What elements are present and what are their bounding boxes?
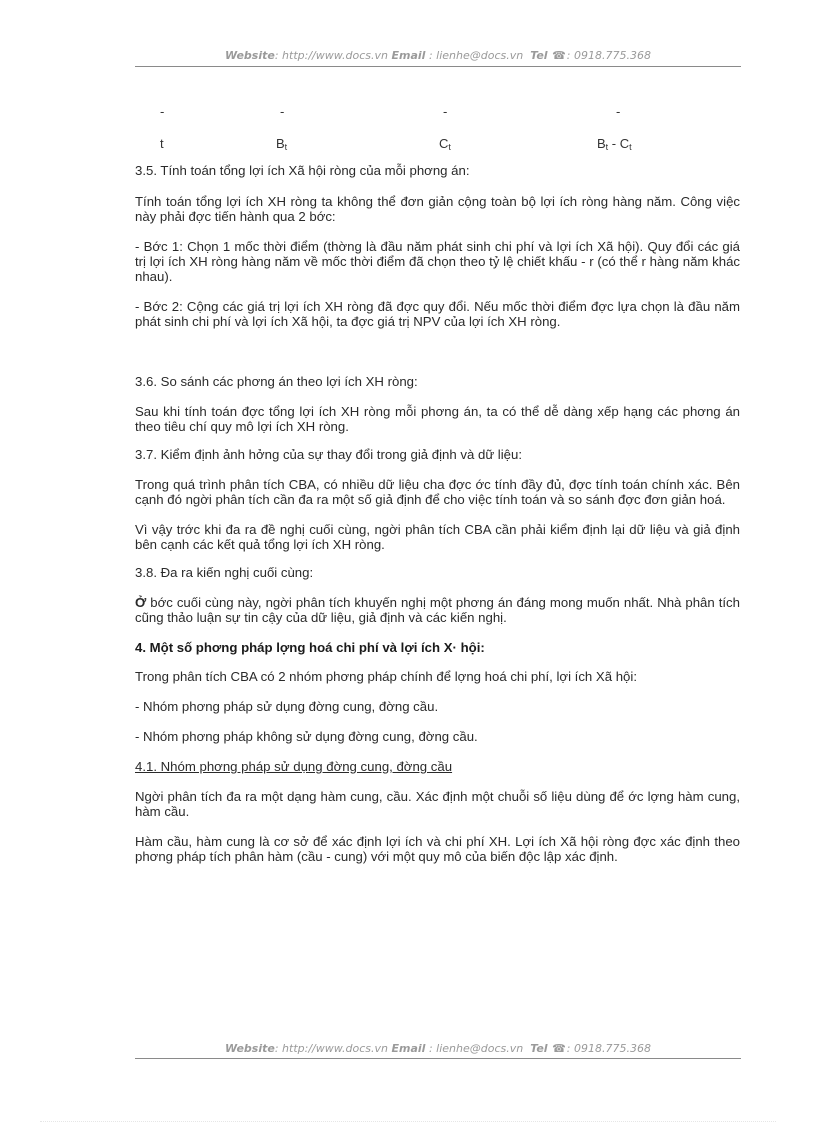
- header-website-url[interactable]: : http://www.docs.vn: [274, 49, 392, 62]
- footer-tel-label: Tel: [530, 1042, 548, 1055]
- footer-tel-number: : 0918.775.368: [566, 1042, 651, 1055]
- table-dash: -: [443, 104, 448, 119]
- header-email-label: Email: [391, 49, 426, 62]
- section-4-1-title: 4.1. Nhóm phơng pháp sử dụng đờng cung, đờng cầu: [135, 759, 453, 774]
- section-3-8-title: 3.8. Đa ra kiến nghị cuối cùng:: [135, 565, 314, 580]
- table-dash: -: [280, 104, 285, 119]
- header-divider: [135, 66, 741, 67]
- section-4-list-item-2: - Nhóm phơng pháp không sử dụng đờng cung, đờng cầu.: [135, 729, 478, 744]
- section-4-1-paragraph-1: Ngời phân tích đa ra một dạng hàm cung, cầu. Xác định một chuỗi số liệu dùng để ớc lợng hàm cung, hàm cầu.: [135, 789, 740, 819]
- table-label-ct: $C_t$: [439, 136, 451, 152]
- section-3-6-paragraph-1: Sau khi tính toán đợc tổng lợi ích XH ròng mỗi phơng án, ta có thể dễ dàng xếp hạng các phơng án theo tiêu chí quy mô lợi ích XH ròng.: [135, 404, 740, 434]
- table-label-row: [0, 136, 816, 152]
- header-tel-number: : 0918.775.368: [566, 49, 651, 62]
- section-3-8-text: bớc cuối cùng này, ngời phân tích khuyến nghị một phơng án đáng mong muốn nhất. Nhà phân tích cũng thảo luận sự tin cậy của dữ liệu, giả định và các kiến nghị.: [135, 595, 740, 625]
- table-dash: -: [160, 104, 165, 119]
- phone-icon: ☎: [552, 1042, 566, 1055]
- header-website-label: Website: [225, 49, 275, 62]
- section-4-heading: 4. Một số phơng pháp lợng hoá chi phí và lợi ích X· hội:: [135, 640, 485, 655]
- section-3-5-paragraph-3: - Bớc 2: Cộng các giá trị lợi ích XH ròng đã đợc quy đổi. Nếu mốc thời điểm đợc lựa chọn là đầu năm phát sinh chi phí và lợi ích Xã hội, ta đợc giá trị NPV của lợi ích XH ròng.: [135, 299, 740, 329]
- section-3-7-paragraph-2: Vì vậy trớc khi đa ra đề nghị cuối cùng, ngời phân tích CBA cần phải kiểm định lại dữ liệu và giả định bên cạnh các kết quả tổng lợi ích XH ròng.: [135, 522, 740, 552]
- section-3-8-lead-letter: Ở: [135, 595, 147, 610]
- section-3-5-paragraph-2: - Bớc 1: Chọn 1 mốc thời điểm (thờng là đầu năm phát sinh chi phí và lợi ích Xã hội). Quy đổi các giá trị lợi ích XH ròng hàng năm về mốc thời điểm đã chọn theo tỷ lệ chiết khấu - r (có thể r hàng năm khác nhau).: [135, 239, 740, 284]
- page-footer: [135, 1042, 741, 1055]
- table-label-t: t: [160, 136, 164, 151]
- table-label-bt: $B_t$: [276, 136, 288, 152]
- section-4-1-paragraph-2: Hàm cầu, hàm cung là cơ sở để xác định lợi ích và chi phí XH. Lợi ích Xã hội ròng đợc xác định theo phơng pháp tích phân hàm (cầu - cung) với một quy mô của biến độc lập xác định.: [135, 834, 740, 864]
- header-tel-label: Tel: [530, 49, 548, 62]
- footer-website-url[interactable]: : http://www.docs.vn: [274, 1042, 392, 1055]
- section-3-7-paragraph-1: Trong quá trình phân tích CBA, có nhiều dữ liệu cha đợc ớc tính đầy đủ, đợc tính toán chính xác. Bên cạnh đó ngời phân tích cần đa ra một số giả định để cho việc tính toán và so sánh đợc đơn giản hoá.: [135, 477, 740, 507]
- page-header: [135, 49, 741, 62]
- page-bottom-dotted-edge: [40, 1121, 776, 1122]
- section-3-8-paragraph-1: [135, 595, 740, 625]
- section-3-5-paragraph-1: Tính toán tổng lợi ích XH ròng ta không thể đơn giản cộng toàn bộ lợi ích ròng hàng năm. Công việc này phải đợc tiến hành qua 2 bớc:: [135, 194, 740, 224]
- table-dash-row: [0, 104, 816, 120]
- footer-website-label: Website: [225, 1042, 275, 1055]
- section-4-list-item-1: - Nhóm phơng pháp sử dụng đờng cung, đờng cầu.: [135, 699, 439, 714]
- section-4-paragraph-1: Trong phân tích CBA có 2 nhóm phơng pháp chính để lợng hoá chi phí, lợi ích Xã hội:: [135, 669, 637, 684]
- section-3-7-title: 3.7. Kiểm định ảnh hởng của sự thay đổi trong giả định và dữ liệu:: [135, 447, 523, 462]
- section-3-5-title: 3.5. Tính toán tổng lợi ích Xã hội ròng của mỗi phơng án:: [135, 163, 470, 178]
- table-label-bt-ct: $B_t - C_t$: [597, 136, 632, 152]
- section-3-6-title: 3.6. So sánh các phơng án theo lợi ích XH ròng:: [135, 374, 418, 389]
- footer-email-address[interactable]: : lienhe@docs.vn: [425, 1042, 527, 1055]
- table-dash: -: [616, 104, 621, 119]
- header-email-address[interactable]: : lienhe@docs.vn: [425, 49, 527, 62]
- footer-email-label: Email: [391, 1042, 426, 1055]
- footer-divider: [135, 1058, 741, 1059]
- phone-icon: ☎: [552, 49, 566, 62]
- document-body: [135, 163, 740, 879]
